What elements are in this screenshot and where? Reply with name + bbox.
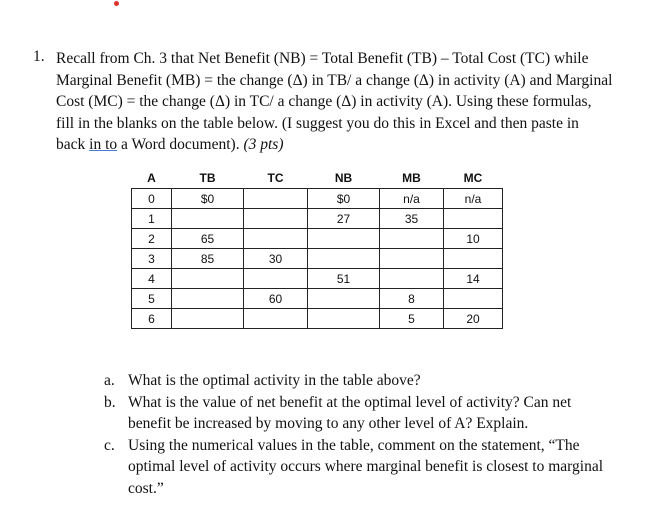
subquestion-label: c.	[104, 436, 115, 454]
subquestion-label: a.	[104, 372, 115, 389]
table-cell: 65	[172, 229, 244, 249]
table-cell: 20	[444, 309, 503, 329]
subquestion-label: b.	[104, 393, 116, 411]
header-nb: NB	[334, 171, 353, 185]
subquestion-c	[104, 435, 644, 500]
table-cell	[244, 189, 308, 209]
subquestion-list	[104, 370, 644, 499]
table-row	[132, 309, 503, 329]
table-cell	[244, 229, 308, 249]
table-cell: 3	[132, 249, 172, 269]
table-cell	[244, 209, 308, 229]
header-tb: TB	[199, 171, 216, 185]
table-cell	[172, 309, 244, 329]
table-cell	[444, 289, 503, 309]
table-cell: 4	[132, 269, 172, 289]
table-cell	[172, 289, 244, 309]
table-row	[132, 189, 503, 209]
subquestion-line: Using the numerical values in the table, comment on the statement, “The	[128, 436, 580, 454]
benefit-cost-table	[131, 168, 503, 329]
table-cell: 60	[244, 289, 308, 309]
question-line: Recall from Ch. 3 that Net Benefit (NB) = Total Benefit (TB) – Total Cost (TC) while	[56, 50, 589, 67]
red-dot-mark	[114, 1, 119, 6]
table-cell	[244, 269, 308, 289]
table-cell: 5	[132, 289, 172, 309]
underlined-phrase: in to	[89, 136, 118, 153]
header-mc: MC	[463, 171, 483, 185]
table-cell	[308, 309, 380, 329]
table-cell: 10	[444, 229, 503, 249]
table-cell: 51	[308, 269, 380, 289]
table-cell: $0	[308, 189, 380, 209]
header-a: A	[147, 171, 156, 185]
header-tc: TC	[267, 171, 284, 185]
table-cell: $0	[172, 189, 244, 209]
table-cell	[308, 229, 380, 249]
points-label: (3 pts)	[243, 136, 284, 153]
table-cell	[172, 209, 244, 229]
question-text	[56, 48, 646, 156]
table-cell: 85	[172, 249, 244, 269]
table-cell: 1	[132, 209, 172, 229]
header-mb: MB	[402, 171, 421, 185]
table-cell: n/a	[444, 189, 503, 209]
table-cell	[380, 269, 444, 289]
table-cell: 8	[380, 289, 444, 309]
table-cell: 35	[380, 209, 444, 229]
table-cell: 30	[244, 249, 308, 269]
table-cell	[308, 249, 380, 269]
text-fragment: back	[56, 136, 90, 153]
subquestion-line: What is the value of net benefit at the optimal level of activity? Can net	[128, 393, 572, 411]
table-cell	[172, 269, 244, 289]
table-row	[132, 209, 503, 229]
subquestion-line: cost.”	[128, 479, 164, 497]
table-row	[132, 249, 503, 269]
question-line: Marginal Benefit (MB) = the change (Δ) in TB/ a change (Δ) in activity (A) and Marginal	[56, 71, 613, 89]
table-row	[132, 269, 503, 289]
table-cell	[444, 249, 503, 269]
question-line: Cost (MC) = the change (Δ) in TC/ a change (Δ) in activity (A). Using these formulas,	[56, 93, 592, 110]
table-header-row	[132, 168, 503, 189]
question-line-last	[56, 134, 646, 156]
subquestion-line: What is the optimal activity in the table above?	[128, 372, 421, 389]
table-cell: 14	[444, 269, 503, 289]
table-cell	[380, 229, 444, 249]
question-line: fill in the blanks on the table below. (I suggest you do this in Excel and then paste in	[56, 114, 579, 132]
question-number: 1.	[33, 48, 45, 65]
table-cell: 27	[308, 209, 380, 229]
subquestion-b	[104, 392, 644, 435]
subquestion-a	[104, 370, 644, 392]
table-cell	[244, 309, 308, 329]
table-cell: 0	[132, 189, 172, 209]
subquestion-line: optimal level of activity occurs where marginal benefit is closest to marginal	[128, 458, 604, 475]
table-cell: 2	[132, 229, 172, 249]
subquestion-line: benefit be increased by moving to any other level of A? Explain.	[128, 415, 529, 432]
table-cell: 5	[380, 309, 444, 329]
table-row	[132, 229, 503, 249]
table-cell	[444, 209, 503, 229]
table-cell	[308, 289, 380, 309]
table-cell: 6	[132, 309, 172, 329]
table-row	[132, 289, 503, 309]
table-cell	[380, 249, 444, 269]
text-fragment: a Word document).	[117, 136, 244, 153]
table-cell: n/a	[380, 189, 444, 209]
